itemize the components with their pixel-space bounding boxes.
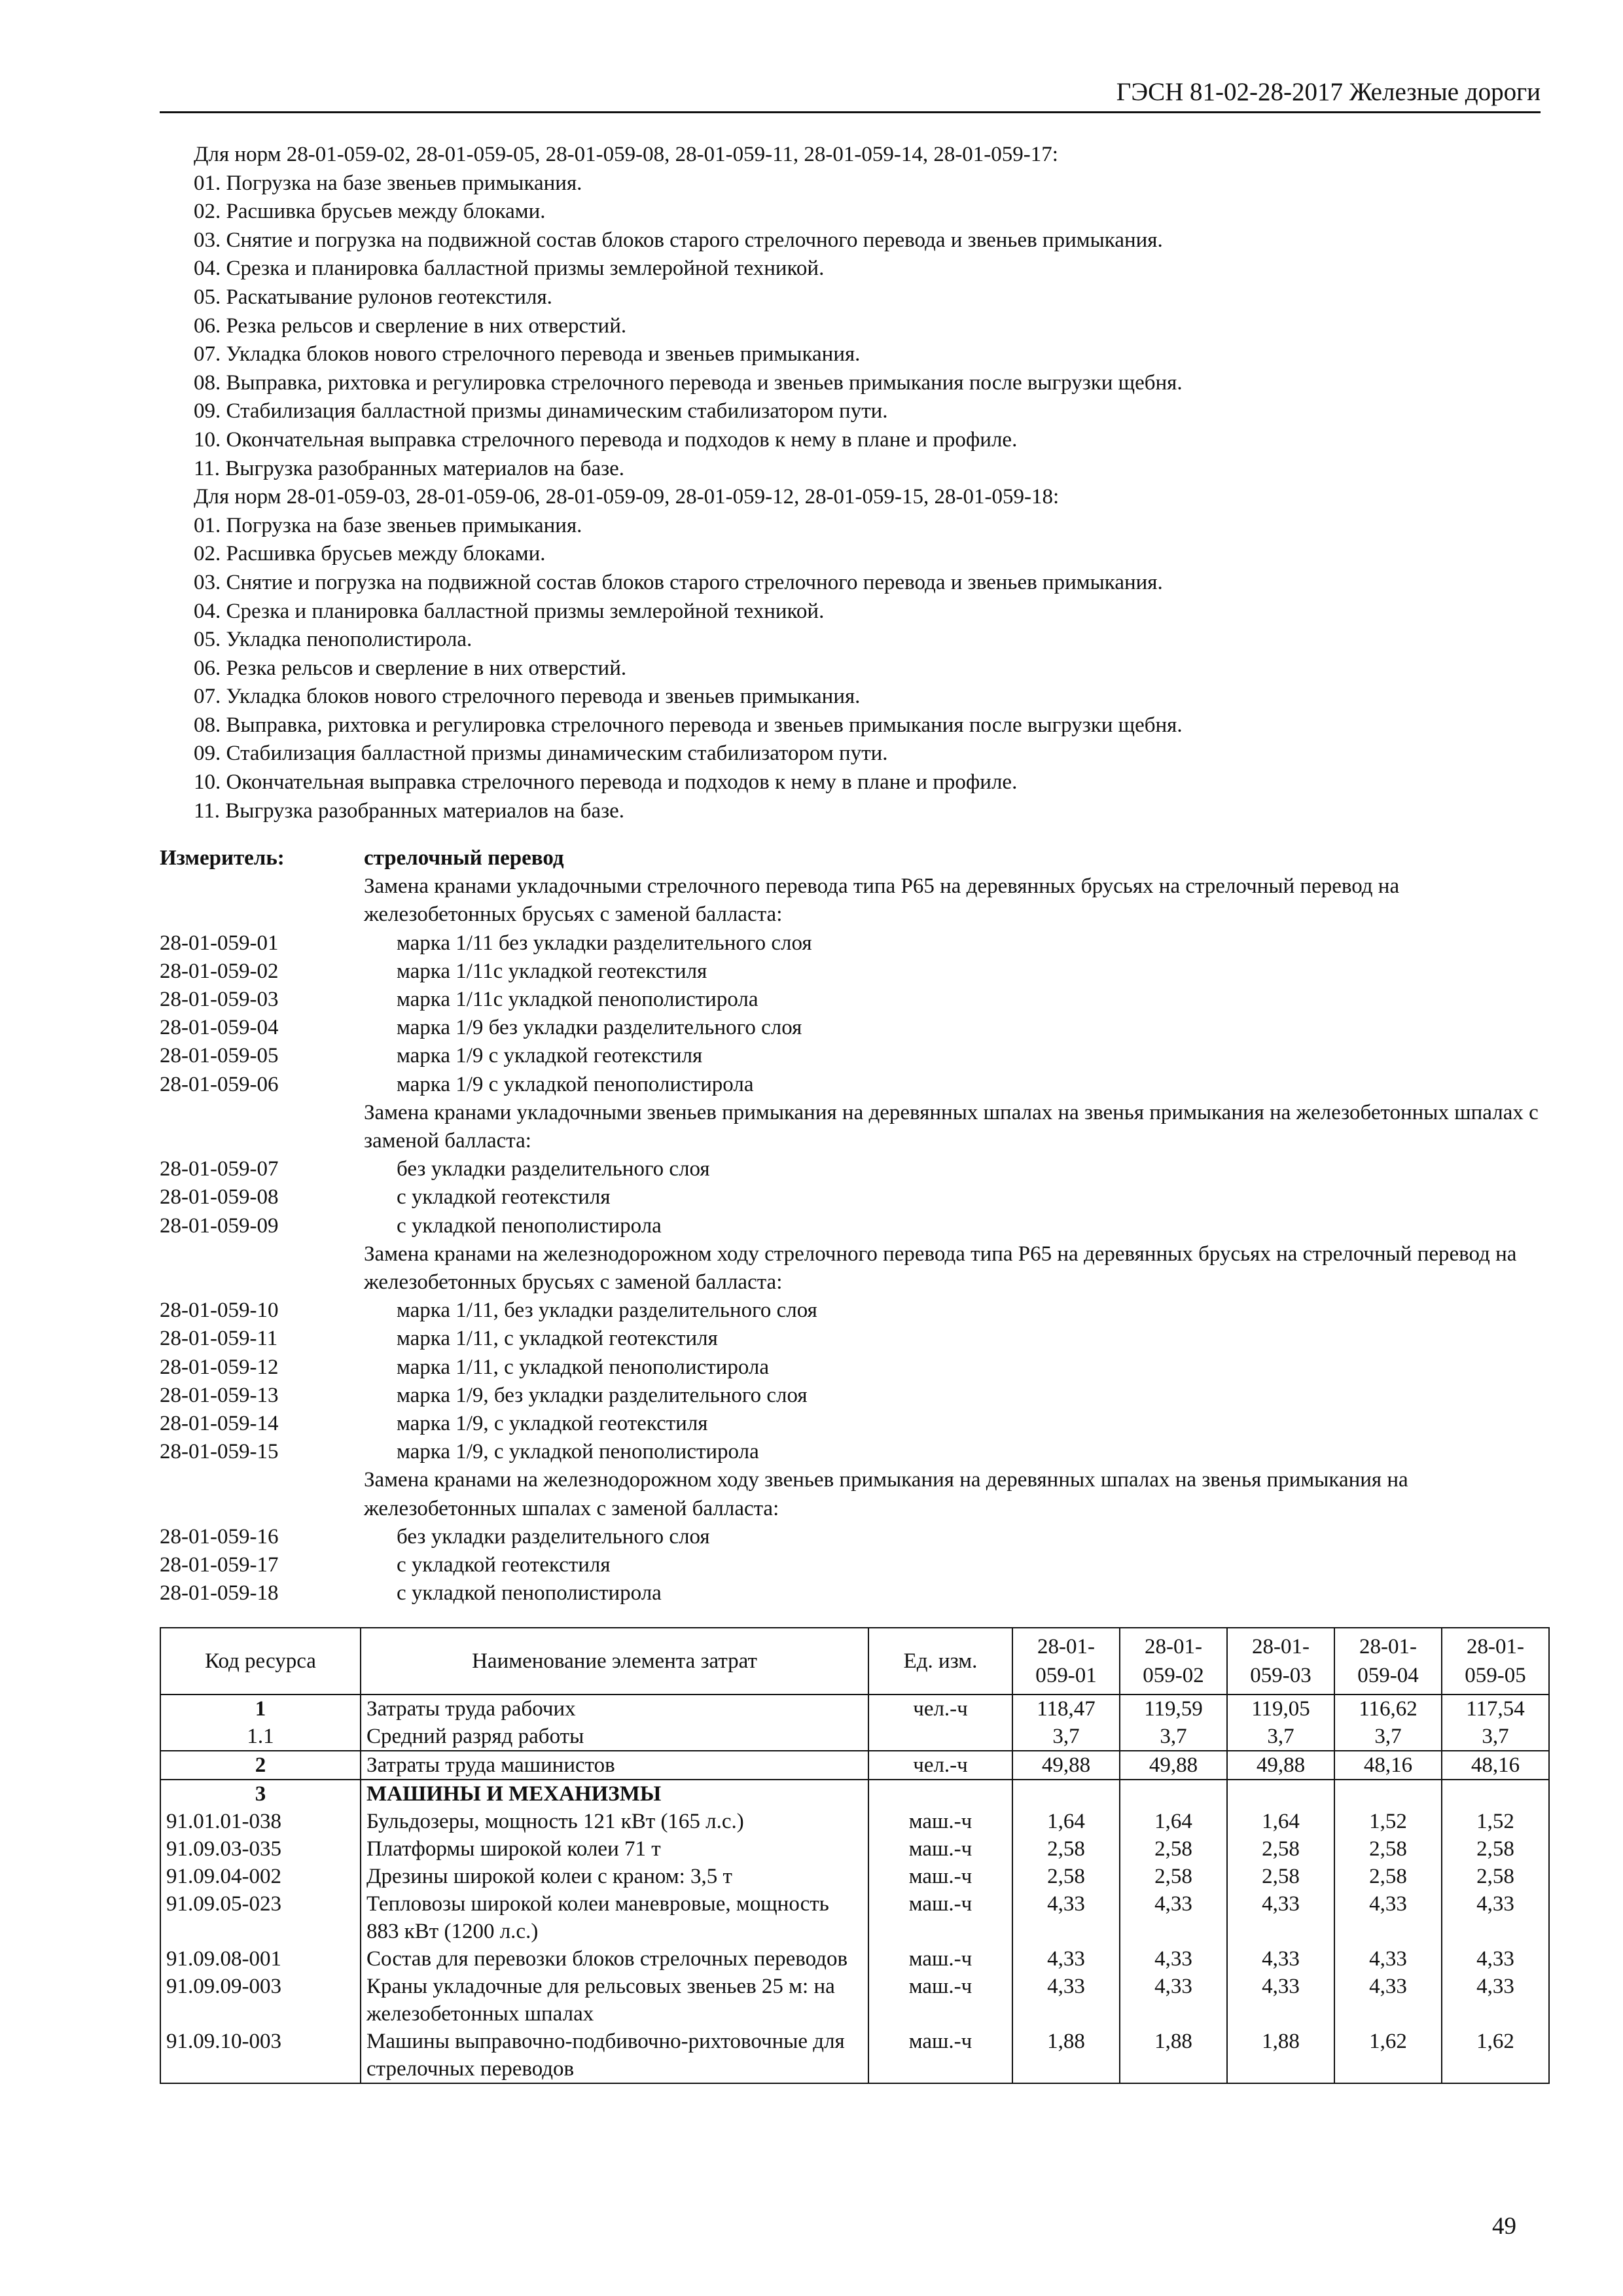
- norm-code: [160, 1099, 364, 1155]
- norm-description: марка 1/11, с укладкой пенополистирола: [397, 1355, 770, 1379]
- norm-description: марка 1/11с укладкой пенополистирола: [397, 988, 758, 1012]
- table-row: [160, 1835, 1549, 1863]
- resource-value: 117,54: [1442, 1695, 1549, 1723]
- measurement-row: [160, 986, 1541, 1014]
- norm-description: марка 1/11с укладкой геотекстиля: [397, 959, 707, 983]
- resource-unit: [868, 1723, 1012, 1751]
- norm-description: с укладкой пенополистирола: [397, 1213, 662, 1238]
- norm-code: 28-01-059-09: [160, 1213, 279, 1238]
- table-row: [160, 1780, 1549, 1808]
- measurement-row: [160, 1297, 1541, 1325]
- norm-code: 28-01-059-10: [160, 1299, 279, 1323]
- table-row: [160, 1945, 1549, 1973]
- resource-value: 48,16: [1334, 1751, 1442, 1780]
- norm-description: Замена кранами укладочными стрелочного перевода типа Р65 на деревянных брусьях на стрелочный перевод на железобетонных брусьях с заменой балласта:: [364, 874, 1400, 927]
- measurement-row: [160, 1579, 1541, 1607]
- measurement-row: [160, 1071, 1541, 1099]
- operation-line: 04. Срезка и планировка балластной призмы землеройной техникой.: [194, 599, 825, 623]
- resource-unit: маш.-ч: [868, 2028, 1012, 2083]
- resource-value: 2,58: [1120, 1835, 1227, 1863]
- resource-value: 4,33: [1227, 1890, 1334, 1945]
- norm-code: 28-01-059-01: [160, 931, 279, 955]
- resource-code: 3: [160, 1780, 361, 1808]
- norm-code: 28-01-059-11: [160, 1327, 278, 1351]
- header-col: 28-01-059-02: [1120, 1628, 1227, 1695]
- resource-name: Затраты труда рабочих: [361, 1695, 868, 1723]
- resource-value: [1442, 1780, 1549, 1808]
- operations-list: [194, 141, 1542, 825]
- resource-value: 3,7: [1334, 1723, 1442, 1751]
- resource-name: Состав для перевозки блоков стрелочных переводов: [361, 1945, 868, 1973]
- resource-value: 4,33: [1334, 1890, 1442, 1945]
- resource-code: 2: [160, 1751, 361, 1780]
- operation-line: 05. Раскатывание рулонов геотекстиля.: [194, 285, 552, 309]
- measurement-label: Измеритель:: [160, 846, 285, 870]
- operation-line: 08. Выправка, рихтовка и регулировка стрелочного перевода и звеньев примыкания после выгрузки щебня.: [194, 713, 1183, 737]
- table-row: [160, 1695, 1549, 1723]
- table-row: [160, 1751, 1549, 1780]
- operation-line: 04. Срезка и планировка балластной призмы землеройной техникой.: [194, 257, 825, 281]
- header-col: 28-01-059-04: [1334, 1628, 1442, 1695]
- header-col: 28-01-059-01: [1012, 1628, 1120, 1695]
- resource-name: Бульдозеры, мощность 121 кВт (165 л.с.): [361, 1808, 868, 1835]
- norm-code: 28-01-059-06: [160, 1072, 279, 1096]
- resource-name: Затраты труда машинистов: [361, 1751, 868, 1780]
- resource-table: [160, 1627, 1550, 2084]
- resource-name: Дрезины широкой колеи с краном: 3,5 т: [361, 1863, 868, 1890]
- norm-description: марка 1/11, с укладкой геотекстиля: [397, 1327, 718, 1351]
- resource-unit: маш.-ч: [868, 1808, 1012, 1835]
- norm-description: марка 1/9, с укладкой геотекстиля: [397, 1412, 708, 1436]
- norm-description: марка 1/11 без укладки разделительного слоя: [397, 931, 812, 955]
- measurement-row: [160, 1438, 1541, 1466]
- norm-code: [160, 1240, 364, 1297]
- operation-line: 01. Погрузка на базе звеньев примыкания.: [194, 171, 582, 195]
- norm-description: с укладкой пенополистирола: [397, 1581, 662, 1605]
- table-row: [160, 1973, 1549, 2028]
- norm-description: марка 1/9, с укладкой пенополистирола: [397, 1440, 759, 1464]
- norm-description: марка 1/11, без укладки разделительного слоя: [397, 1299, 817, 1323]
- operation-line: 02. Расшивка брусьев между блоками.: [194, 200, 546, 224]
- resource-value: 119,59: [1120, 1695, 1227, 1723]
- header-col: 28-01-059-05: [1442, 1628, 1549, 1695]
- resource-value: [1120, 1780, 1227, 1808]
- resource-code: 91.09.03-035: [160, 1835, 361, 1863]
- norm-code: 28-01-059-05: [160, 1044, 279, 1068]
- operation-line: 08. Выправка, рихтовка и регулировка стрелочного перевода и звеньев примыкания после выгрузки щебня.: [194, 370, 1183, 395]
- measurement-row: [160, 872, 1541, 929]
- norm-description: марка 1/9 с укладкой пенополистирола: [397, 1072, 754, 1096]
- norm-code: 28-01-059-12: [160, 1355, 279, 1379]
- measurement-row: [160, 1466, 1541, 1522]
- resource-value: 4,33: [1442, 1945, 1549, 1973]
- norm-description: с укладкой геотекстиля: [397, 1553, 611, 1577]
- resource-value: 116,62: [1334, 1695, 1442, 1723]
- resource-unit: чел.-ч: [868, 1695, 1012, 1723]
- measurement-rows: [160, 872, 1541, 1607]
- resource-unit: чел.-ч: [868, 1751, 1012, 1780]
- table-row: [160, 1808, 1549, 1835]
- resource-unit: маш.-ч: [868, 1863, 1012, 1890]
- measurement-row: [160, 1099, 1541, 1155]
- norm-description: марка 1/9 без укладки разделительного слоя: [397, 1016, 802, 1040]
- resource-value: 2,58: [1442, 1863, 1549, 1890]
- measurement-row: [160, 958, 1541, 986]
- table-body: [160, 1695, 1549, 2083]
- resource-value: 1,88: [1120, 2028, 1227, 2083]
- page-number: 49: [1492, 2213, 1516, 2240]
- norm-code: 28-01-059-07: [160, 1157, 279, 1181]
- resource-name: Машины выправочно-подбивочно-рихтовочные для стрелочных переводов: [361, 2028, 868, 2083]
- header-name: Наименование элемента затрат: [361, 1628, 868, 1695]
- resource-value: 1,64: [1120, 1808, 1227, 1835]
- operation-line: 07. Укладка блоков нового стрелочного перевода и звеньев примыкания.: [194, 685, 861, 709]
- resource-value: 4,33: [1227, 1973, 1334, 2028]
- resource-value: 2,58: [1334, 1835, 1442, 1863]
- measurement-row: [160, 1354, 1541, 1382]
- resource-value: 2,58: [1120, 1863, 1227, 1890]
- table-row: [160, 1723, 1549, 1751]
- resource-value: 2,58: [1227, 1835, 1334, 1863]
- resource-value: [1012, 1780, 1120, 1808]
- operation-line: 10. Окончательная выправка стрелочного перевода и подходов к нему в плане и профиле.: [194, 427, 1018, 452]
- norm-code: 28-01-059-13: [160, 1383, 279, 1407]
- resource-value: 118,47: [1012, 1695, 1120, 1723]
- resource-value: 1,88: [1012, 2028, 1120, 2083]
- operation-line: 06. Резка рельсов и сверление в них отверстий.: [194, 656, 627, 680]
- resource-code: 91.09.04-002: [160, 1863, 361, 1890]
- norm-code: 28-01-059-14: [160, 1412, 279, 1436]
- resource-code: 91.09.10-003: [160, 2028, 361, 2083]
- measurement-row: [160, 1523, 1541, 1551]
- measurement-header-row: [160, 844, 1541, 872]
- measurement-row: [160, 1240, 1541, 1297]
- resource-value: 4,33: [1012, 1890, 1120, 1945]
- resource-unit: маш.-ч: [868, 1890, 1012, 1945]
- resource-value: 4,33: [1227, 1945, 1334, 1973]
- norm-description: марка 1/9 с укладкой геотекстиля: [397, 1044, 703, 1068]
- table-header-row: [160, 1628, 1549, 1695]
- operation-line: 09. Стабилизация балластной призмы динамическим стабилизатором пути.: [194, 399, 888, 423]
- resource-unit: маш.-ч: [868, 1973, 1012, 2028]
- operation-line: Для норм 28-01-059-02, 28-01-059-05, 28-01-059-08, 28-01-059-11, 28-01-059-14, 28-01-059-17:: [194, 143, 1058, 166]
- resource-code: 1: [160, 1695, 361, 1723]
- operation-line: 03. Снятие и погрузка на подвижной состав блоков старого стрелочного перевода и звеньев примыкания.: [194, 570, 1163, 594]
- resource-value: 3,7: [1120, 1723, 1227, 1751]
- resource-value: 119,05: [1227, 1695, 1334, 1723]
- resource-value: 4,33: [1120, 1945, 1227, 1973]
- measurement-row: [160, 1410, 1541, 1438]
- operation-line: 11. Выгрузка разобранных материалов на базе.: [194, 798, 625, 823]
- norm-description: Замена кранами на железнодорожном ходу стрелочного перевода типа Р65 на деревянных брусьях на стрелочный перевод на железобетонных брусьях с заменой балласта:: [364, 1242, 1517, 1295]
- table-row: [160, 2028, 1549, 2083]
- operation-line: 09. Стабилизация балластной призмы динамическим стабилизатором пути.: [194, 742, 888, 766]
- measurement-row: [160, 1212, 1541, 1240]
- operation-line: 07. Укладка блоков нового стрелочного перевода и звеньев примыкания.: [194, 342, 861, 367]
- norm-code: 28-01-059-02: [160, 959, 279, 983]
- resource-value: 2,58: [1012, 1863, 1120, 1890]
- resource-value: 49,88: [1120, 1751, 1227, 1780]
- resource-value: 49,88: [1227, 1751, 1334, 1780]
- resource-value: 3,7: [1012, 1723, 1120, 1751]
- measurement-row: [160, 1382, 1541, 1410]
- resource-name: Тепловозы широкой колеи маневровые, мощность 883 кВт (1200 л.с.): [361, 1890, 868, 1945]
- norm-description: без укладки разделительного слоя: [397, 1157, 710, 1181]
- resource-code: 1.1: [160, 1723, 361, 1751]
- header-code: Код ресурса: [160, 1628, 361, 1695]
- resource-value: 3,7: [1442, 1723, 1549, 1751]
- norm-code: 28-01-059-03: [160, 988, 279, 1012]
- operation-line: Для норм 28-01-059-03, 28-01-059-06, 28-01-059-09, 28-01-059-12, 28-01-059-15, 28-01-059-18:: [194, 485, 1060, 509]
- resource-unit: маш.-ч: [868, 1945, 1012, 1973]
- norm-code: 28-01-059-08: [160, 1185, 279, 1210]
- operation-line: 05. Укладка пенополистирола.: [194, 628, 473, 652]
- resource-name: МАШИНЫ И МЕХАНИЗМЫ: [361, 1780, 868, 1808]
- resource-unit: [868, 1780, 1012, 1808]
- measurement-row: [160, 1551, 1541, 1579]
- header-unit: Ед. изм.: [868, 1628, 1012, 1695]
- resource-value: 4,33: [1442, 1890, 1549, 1945]
- operation-line: 01. Погрузка на базе звеньев примыкания.: [194, 513, 582, 537]
- resource-value: 4,33: [1120, 1890, 1227, 1945]
- norm-code: 28-01-059-15: [160, 1440, 279, 1464]
- resource-value: 1,64: [1227, 1808, 1334, 1835]
- norm-code: [160, 1466, 364, 1522]
- resource-code: 91.09.09-003: [160, 1973, 361, 2028]
- resource-value: 2,58: [1012, 1835, 1120, 1863]
- resource-value: 4,33: [1120, 1973, 1227, 2028]
- resource-value: 2,58: [1334, 1863, 1442, 1890]
- resource-value: 49,88: [1012, 1751, 1120, 1780]
- resource-code: 91.01.01-038: [160, 1808, 361, 1835]
- norm-description: с укладкой геотекстиля: [397, 1185, 611, 1210]
- table-row: [160, 1863, 1549, 1890]
- resource-value: [1227, 1780, 1334, 1808]
- resource-value: 1,52: [1334, 1808, 1442, 1835]
- page-header: [160, 76, 1541, 113]
- table-row: [160, 1890, 1549, 1945]
- document-title: ГЭСН 81-02-28-2017 Железные дороги: [1116, 78, 1541, 106]
- resource-value: 48,16: [1442, 1751, 1549, 1780]
- resource-value: 1,62: [1334, 2028, 1442, 2083]
- operation-line: 10. Окончательная выправка стрелочного перевода и подходов к нему в плане и профиле.: [194, 770, 1018, 795]
- norm-code: [160, 872, 364, 929]
- resource-value: 4,33: [1334, 1945, 1442, 1973]
- operation-line: 02. Расшивка брусьев между блоками.: [194, 542, 546, 566]
- resource-value: 1,88: [1227, 2028, 1334, 2083]
- resource-name: Краны укладочные для рельсовых звеньев 25 м: на железобетонных шпалах: [361, 1973, 868, 2028]
- resource-value: 4,33: [1012, 1945, 1120, 1973]
- norm-code: 28-01-059-18: [160, 1581, 279, 1605]
- resource-code: 91.09.08-001: [160, 1945, 361, 1973]
- resource-value: 2,58: [1227, 1863, 1334, 1890]
- norm-description: марка 1/9, без укладки разделительного слоя: [397, 1383, 808, 1407]
- resource-value: 3,7: [1227, 1723, 1334, 1751]
- norm-code: 28-01-059-17: [160, 1553, 279, 1577]
- norm-description: Замена кранами на железнодорожном ходу звеньев примыкания на деревянных шпалах на звенья примыкания на железобетонных шпалах с заменой балласта:: [364, 1468, 1408, 1520]
- resource-value: 4,33: [1442, 1973, 1549, 2028]
- header-col: 28-01-059-03: [1227, 1628, 1334, 1695]
- operation-line: 11. Выгрузка разобранных материалов на базе.: [194, 456, 625, 480]
- operation-line: 03. Снятие и погрузка на подвижной состав блоков старого стрелочного перевода и звеньев примыкания.: [194, 228, 1163, 252]
- measurement-row: [160, 1155, 1541, 1183]
- measurement-row: [160, 929, 1541, 958]
- resource-unit: маш.-ч: [868, 1835, 1012, 1863]
- norm-description: без укладки разделительного слоя: [397, 1524, 710, 1549]
- operation-line: 06. Резка рельсов и сверление в них отверстий.: [194, 314, 627, 338]
- norm-code: 28-01-059-16: [160, 1524, 279, 1549]
- measurement-row: [160, 1014, 1541, 1042]
- resource-value: 1,64: [1012, 1808, 1120, 1835]
- measurement-unit: стрелочный перевод: [364, 846, 564, 870]
- resource-value: 1,62: [1442, 2028, 1549, 2083]
- resource-value: 4,33: [1334, 1973, 1442, 2028]
- norm-description: Замена кранами укладочными звеньев примыкания на деревянных шпалах на звенья примыкания на железобетонных шпалах с заменой балласта:: [364, 1100, 1539, 1153]
- norm-code: 28-01-059-04: [160, 1016, 279, 1040]
- measurement-row: [160, 1183, 1541, 1211]
- measurement-row: [160, 1042, 1541, 1070]
- resource-name: Платформы широкой колеи 71 т: [361, 1835, 868, 1863]
- resource-name: Средний разряд работы: [361, 1723, 868, 1751]
- resource-value: 4,33: [1012, 1973, 1120, 2028]
- measurement-row: [160, 1325, 1541, 1353]
- resource-code: 91.09.05-023: [160, 1890, 361, 1945]
- resource-value: 1,52: [1442, 1808, 1549, 1835]
- measurement-section: [160, 844, 1541, 1607]
- resource-value: [1334, 1780, 1442, 1808]
- resource-value: 2,58: [1442, 1835, 1549, 1863]
